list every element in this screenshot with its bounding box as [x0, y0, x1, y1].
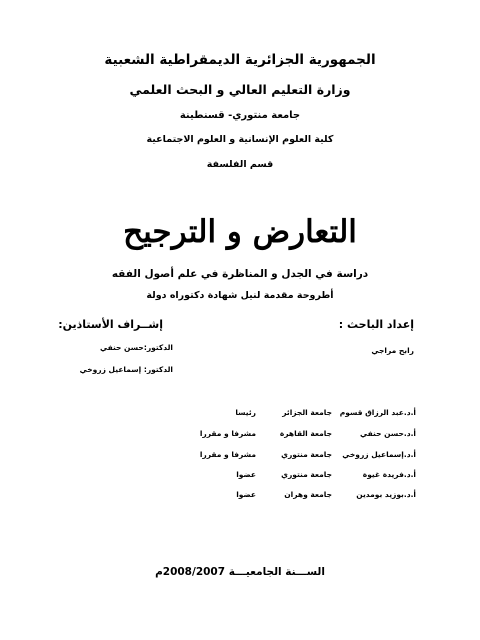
jury-member-university: جامعة وهران [284, 490, 332, 499]
jury-member-name: أ.د.حسن حنفي [360, 429, 416, 438]
prepared-by-label: إعداد الباحث : [338, 318, 414, 331]
ministry-heading: وزارة التعليم العالي و البحث العلمي [129, 82, 351, 97]
jury-member-name: أ.د.إسماعيل زروخي [342, 450, 416, 459]
jury-member-name: أ.د.فريدة غيوة [362, 470, 416, 479]
researcher-name: رابح مراجي [371, 346, 414, 355]
jury-member-university: جامعة منتوري [281, 450, 332, 459]
jury-member-name: أ.د.بوزيد بومدين [356, 490, 416, 499]
thesis-subtitle: دراسة في الجدل و المناظرة في علم أصول الفقه [111, 268, 369, 280]
jury-member-university: جامعة منتوري [281, 470, 332, 479]
degree-note: أطروحة مقدمة لنيل شهادة دكتوراه دولة [146, 290, 334, 301]
jury-member-role: عضوا [236, 490, 256, 499]
jury-member-role: رئيسا [235, 408, 256, 417]
jury-member-university: جامعة الجزائر [282, 408, 332, 417]
thesis-title: التعارض و الترجيح [123, 214, 357, 250]
academic-year: الســـنة الجامعيـــة 2008/2007م [155, 566, 325, 578]
university-heading: جامعة منتوري- قسنطينة [179, 110, 301, 121]
jury-member-role: مشرفا و مقررا [199, 429, 256, 438]
jury-member-role: عضوا [236, 470, 256, 479]
supervisors-label: إشــراف الأستاذين: [58, 318, 163, 331]
jury-member-role: مشرفا و مقررا [199, 450, 256, 459]
jury-member-name: أ.د.عبد الرزاق قسوم [339, 408, 416, 417]
faculty-heading: كلية العلوم الإنسانية و العلوم الاجتماعية [146, 134, 334, 145]
supervisor-2: الدكتور: إسماعيل زروخي [79, 365, 173, 374]
jury-member-university: جامعة القاهرة [279, 429, 332, 438]
republic-heading: الجمهورية الجزائرية الديمقراطية الشعبية [104, 52, 376, 68]
supervisor-1: الدكتور:حسن حنفي [99, 343, 173, 352]
department-heading: قسم الفلسفة [206, 159, 274, 170]
